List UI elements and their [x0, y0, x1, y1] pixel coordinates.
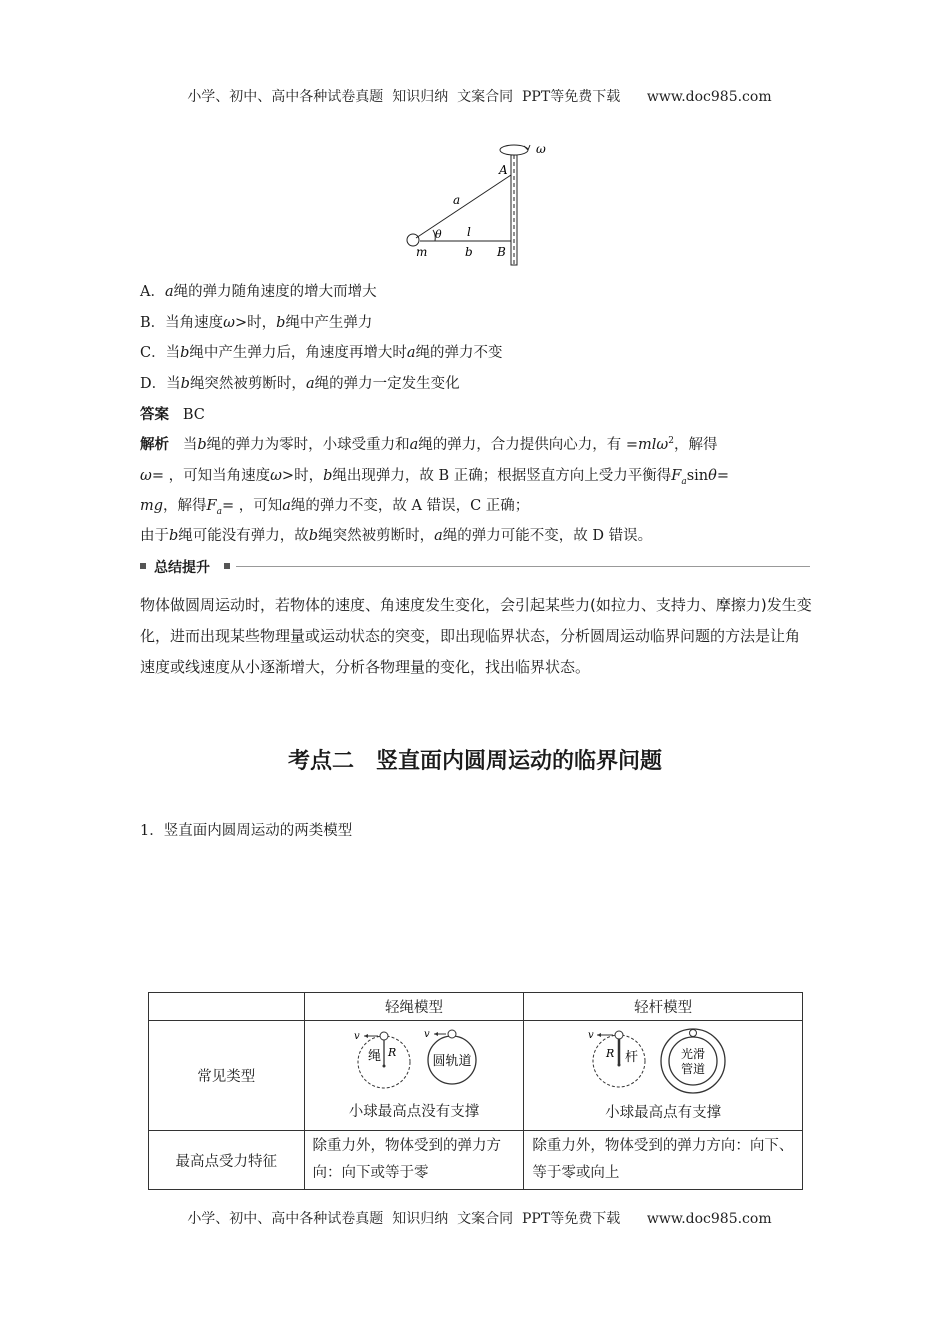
rod-model-cell — [524, 1021, 803, 1131]
svg-text:v: v — [588, 1030, 594, 1041]
row-label-common-types: 常见类型 — [149, 1021, 305, 1131]
footer-url: www.doc985.com — [646, 1211, 772, 1227]
analysis-line-2: ω= ，可知当角速度ω>时，b绳出现弹力，故 B 正确；根据竖直方向上受力平衡得$F_a\sin\theta=$ — [140, 468, 729, 487]
summary-heading-label: 总结提升 — [154, 560, 210, 576]
rod-caption: 小球最高点有支撑 — [605, 1105, 722, 1121]
section-title: 考点二 竖直面内圆周运动的临界问题 — [287, 749, 662, 774]
rotating-rod-figure — [395, 135, 555, 270]
rod-model-figure — [583, 1023, 743, 1095]
analysis-line-4: 由于b绳可能没有弹力，故b绳突然被剪断时，a绳的弹力可能不变，故 D 错误。 — [140, 528, 653, 544]
footer-text: 小学、初中、高中各种试卷真题 知识归纳 文案合同 PPT等免费下载 — [187, 1211, 621, 1227]
option-c: C．当b绳中产生弹力后，角速度再增大时a绳的弹力不变 — [140, 345, 503, 361]
label-l: l — [467, 225, 471, 239]
analysis-label: 解析 — [140, 437, 169, 453]
svg-text:圆轨道: 圆轨道 — [432, 1054, 472, 1069]
table-header-cell: 轻杆模型 — [524, 993, 803, 1021]
page-header — [0, 70, 950, 106]
header-url: www.doc985.com — [646, 89, 772, 105]
models-table — [148, 992, 803, 1190]
label-A: A — [499, 163, 508, 177]
svg-text:绳: 绳 — [367, 1049, 381, 1064]
header-text: 小学、初中、高中各种试卷真题 知识归纳 文案合同 PPT等免费下载 — [187, 89, 621, 105]
label-B: B — [497, 245, 506, 259]
label-theta: θ — [435, 228, 442, 241]
svg-text:杆: 杆 — [625, 1050, 639, 1065]
label-m: m — [416, 245, 428, 259]
answer-line — [140, 403, 205, 424]
summary-text: 物体做圆周运动时，若物体的速度、角速度发生变化，会引起某些力(如拉力、支持力、摩擦力)发生变化，进而出现某些物理量或运动状态的突变，即出现临界状态，分析圆周运动临界问题的方法是让角速度或线速度从小逐渐增大，分析各物理量的变化，找出临界状态。 — [140, 596, 812, 676]
label-omega: ω — [536, 142, 546, 156]
summary-heading — [140, 557, 810, 577]
svg-text:v: v — [423, 1029, 430, 1040]
svg-text:R: R — [387, 1046, 397, 1059]
answer-label: 答案 — [140, 407, 169, 423]
row-label-top-force: 最高点受力特征 — [149, 1131, 305, 1190]
section-item-1: 1．竖直面内圆周运动的两类模型 — [140, 823, 353, 839]
square-bullet-icon — [224, 563, 230, 569]
square-bullet-icon — [140, 563, 146, 569]
table-header-cell: 轻绳模型 — [304, 993, 524, 1021]
svg-text:R: R — [606, 1047, 615, 1060]
option-b: B．当角速度ω>时，b绳中产生弹力 — [140, 315, 373, 331]
rope-model-cell — [304, 1021, 524, 1131]
svg-text:光滑: 光滑 — [681, 1047, 706, 1061]
label-a: a — [453, 193, 461, 207]
svg-text:管道: 管道 — [681, 1062, 706, 1076]
analysis-line-1: 解析 当b绳的弹力为零时，小球受重力和a绳的弹力，合力提供向心力，有 =mlω$^2$，解得 — [140, 436, 718, 453]
rope-model-figure — [334, 1024, 494, 1096]
option-a: A．a绳的弹力随角速度的增大而增大 — [140, 284, 377, 300]
table-row — [149, 1021, 803, 1131]
rod-force-text: 除重力外，物体受到的弹力方向：向下、等于零或向上 — [524, 1131, 803, 1190]
answer-value: BC — [182, 407, 205, 423]
rope-force-text: 除重力外，物体受到的弹力方向：向下或等于零 — [304, 1131, 524, 1190]
page-footer — [0, 1192, 950, 1228]
analysis-line-3: mg，解得$F_a=$ ，可知a绳的弹力不变，故 A 错误，C 正确； — [140, 498, 530, 517]
option-d: D．当b绳突然被剪断时，a绳的弹力一定发生变化 — [140, 376, 460, 392]
table-row — [149, 1131, 803, 1190]
summary-divider — [236, 566, 810, 567]
table-header-cell — [149, 993, 305, 1021]
svg-text:v: v — [353, 1031, 360, 1042]
rope-a — [416, 175, 511, 238]
table-header-row — [149, 993, 803, 1021]
label-b: b — [465, 245, 473, 259]
rope-caption: 小球最高点没有支撑 — [348, 1104, 480, 1120]
